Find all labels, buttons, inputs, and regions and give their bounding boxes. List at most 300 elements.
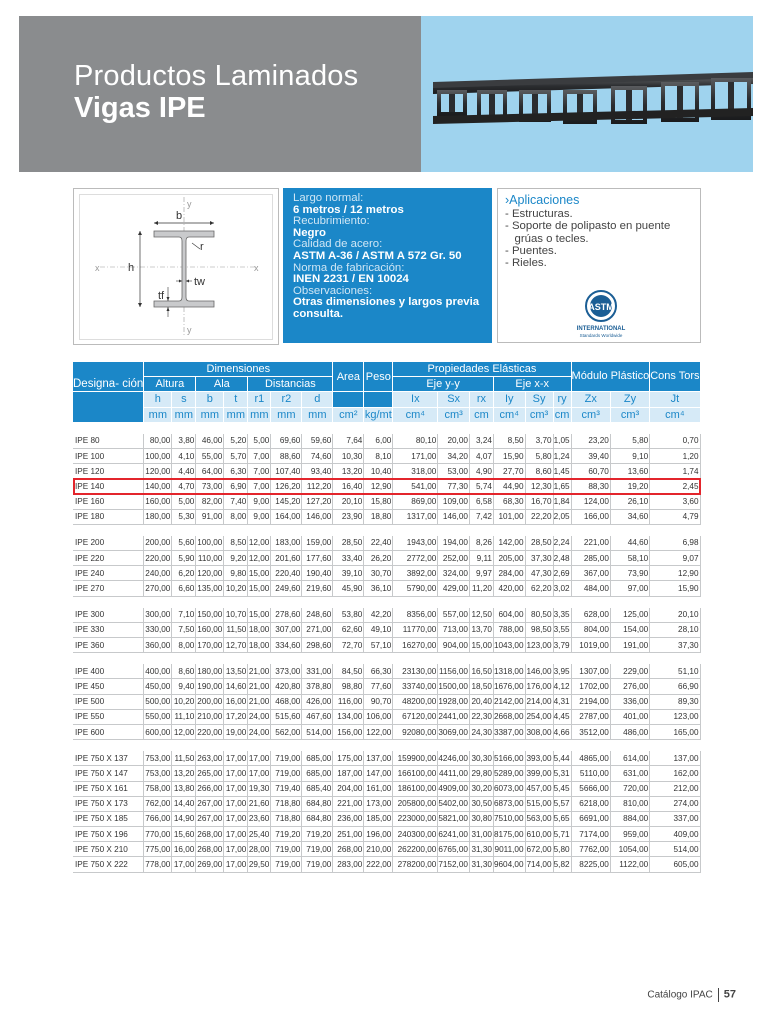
value-cell: 44,60 (610, 536, 649, 551)
value-cell: 1122,00 (610, 857, 649, 872)
value-cell: 4,90 (469, 464, 493, 479)
table-row (73, 796, 700, 811)
value-cell: 73,90 (610, 566, 649, 581)
value-cell: 183,00 (271, 536, 302, 551)
value-cell: 5,82 (553, 857, 571, 872)
value-cell: 753,00 (144, 751, 172, 766)
designation-cell: IPE 750 X 210 (73, 842, 144, 857)
table-row (73, 464, 700, 479)
value-cell: 191,00 (610, 638, 649, 653)
value-cell: 1676,00 (493, 679, 525, 694)
value-cell: 58,10 (610, 551, 649, 566)
value-cell: 1,84 (553, 494, 571, 509)
value-cell: 20,10 (333, 494, 364, 509)
value-cell: 336,00 (610, 694, 649, 709)
symbol-cell: ry (553, 392, 571, 407)
unit-cell: cm⁴ (493, 407, 525, 422)
unit-cell: mm (302, 407, 333, 422)
header-propiedades: Propiedades Elásticas (393, 362, 571, 377)
unit-cell: cm (554, 408, 570, 421)
value-cell: 91,00 (196, 509, 224, 524)
value-cell: 1,74 (650, 464, 700, 479)
value-cell: 3,60 (650, 494, 700, 509)
unit-cell: mm (144, 407, 172, 422)
value-cell: 7,64 (333, 434, 364, 449)
value-cell: 28,50 (525, 536, 553, 551)
value-cell: 8,10 (364, 448, 393, 463)
value-cell: 84,50 (333, 664, 364, 679)
value-cell: 6,20 (172, 566, 196, 581)
value-cell: 20,40 (469, 694, 493, 709)
label-r: r (200, 241, 204, 253)
value-cell: 778,00 (144, 857, 172, 872)
value-cell: 106,00 (364, 709, 393, 724)
value-cell: 10,30 (333, 448, 364, 463)
value-cell: 5,20 (224, 434, 248, 449)
value-cell: 557,00 (438, 608, 470, 623)
value-cell: 269,00 (196, 857, 224, 872)
value-cell: 88,60 (271, 448, 302, 463)
value-cell: 1054,00 (610, 842, 649, 857)
astm-logo-icon (571, 289, 631, 339)
value-cell: 147,00 (364, 766, 393, 781)
value-cell: 17,00 (224, 857, 248, 872)
designation-cell: IPE 330 (73, 622, 144, 637)
value-cell: 1500,00 (438, 679, 470, 694)
value-cell: 30,30 (469, 751, 493, 766)
table-row (73, 709, 700, 724)
value-cell: 89,30 (650, 694, 700, 709)
value-cell: 97,00 (610, 581, 649, 596)
symbol-row (73, 392, 700, 407)
value-cell: 685,00 (302, 751, 333, 766)
value-cell: 100,00 (144, 448, 172, 463)
table-body (73, 422, 700, 872)
value-cell: 429,00 (438, 581, 470, 596)
value-cell: 30,20 (469, 781, 493, 796)
designation-cell: IPE 750 X 185 (73, 811, 144, 826)
application-item: - Rieles. (505, 257, 547, 270)
value-cell: 869,00 (393, 494, 438, 509)
unit-cell: cm⁴ (393, 407, 438, 422)
value-cell: 210,00 (364, 842, 393, 857)
designation-cell: IPE 200 (73, 536, 144, 551)
value-cell: 180,00 (196, 664, 224, 679)
value-cell: 221,00 (333, 796, 364, 811)
value-cell: 194,00 (438, 536, 470, 551)
value-cell: 3,24 (469, 434, 493, 449)
value-cell: 4909,00 (438, 781, 470, 796)
header-ala: Ala (196, 377, 248, 392)
value-cell: 69,60 (271, 434, 302, 449)
value-cell: 254,00 (525, 709, 553, 724)
value-cell: 123,00 (525, 638, 553, 653)
value-cell: 0,70 (650, 434, 700, 449)
value-cell: 39,40 (571, 448, 610, 463)
table-row (73, 751, 700, 766)
value-cell: 515,60 (271, 709, 302, 724)
value-cell: 59,60 (302, 434, 333, 449)
value-cell: 177,60 (302, 551, 333, 566)
value-cell: 11,50 (172, 751, 196, 766)
symbol-cell: Zx (571, 392, 610, 407)
value-cell: 804,00 (571, 622, 610, 637)
value-cell: 17,00 (224, 827, 248, 842)
value-cell: 5,90 (172, 551, 196, 566)
value-cell: 170,00 (196, 638, 224, 653)
spec-label-coating: Recubrimiento: (293, 215, 370, 228)
value-cell: 123,00 (650, 709, 700, 724)
value-cell: 719,20 (302, 827, 333, 842)
value-cell: 249,60 (271, 581, 302, 596)
symbol-cell: t (224, 392, 248, 407)
value-cell: 563,00 (525, 811, 553, 826)
table-row (73, 842, 700, 857)
value-cell: 5,31 (553, 766, 571, 781)
value-cell: 180,00 (144, 509, 172, 524)
value-cell: 7,00 (248, 479, 271, 494)
value-cell: 5,44 (553, 751, 571, 766)
value-cell: 9,10 (610, 448, 649, 463)
value-cell: 550,00 (144, 709, 172, 724)
table-row (73, 581, 700, 596)
value-cell: 16,50 (469, 664, 493, 679)
value-cell: 18,50 (469, 679, 493, 694)
value-cell: 98,80 (333, 679, 364, 694)
value-cell: 171,00 (393, 448, 438, 463)
value-cell: 77,30 (438, 479, 470, 494)
designation-cell: IPE 500 (73, 694, 144, 709)
value-cell: 5,30 (172, 509, 196, 524)
value-cell: 47,30 (525, 566, 553, 581)
value-cell: 2668,00 (493, 709, 525, 724)
value-cell: 5,80 (553, 842, 571, 857)
table-row (73, 551, 700, 566)
unit-cell: mm (248, 407, 271, 422)
value-cell: 515,00 (525, 796, 553, 811)
value-cell: 719,00 (271, 842, 302, 857)
value-cell: 5,70 (224, 448, 248, 463)
value-cell: 17,00 (224, 796, 248, 811)
value-cell: 17,00 (224, 811, 248, 826)
value-cell: 713,00 (438, 622, 470, 637)
value-cell: 80,00 (144, 434, 172, 449)
label-b: b (176, 210, 183, 222)
value-cell: 100,00 (196, 536, 224, 551)
value-cell: 450,00 (144, 679, 172, 694)
value-cell: 62,60 (333, 622, 364, 637)
value-cell: 64,00 (196, 464, 224, 479)
value-cell: 719,00 (271, 766, 302, 781)
table-row (73, 638, 700, 653)
value-cell: 92080,00 (393, 724, 438, 739)
application-item: - Estructuras. (505, 208, 573, 221)
value-cell: 685,00 (302, 766, 333, 781)
value-cell: 3,35 (553, 608, 571, 623)
value-cell: 2,24 (553, 536, 571, 551)
value-cell: 14,60 (224, 679, 248, 694)
header-eje-x: Eje x-x (493, 377, 571, 392)
value-cell: 6241,00 (438, 827, 470, 842)
symbol-cell: r2 (271, 392, 302, 407)
value-cell: 7,42 (469, 509, 493, 524)
value-cell: 19,30 (248, 781, 271, 796)
value-cell: 1019,00 (571, 638, 610, 653)
symbol-cell: Zy (610, 392, 649, 407)
value-cell: 3512,00 (571, 724, 610, 739)
value-cell: 19,00 (224, 724, 248, 739)
value-cell: 48200,00 (393, 694, 438, 709)
value-cell: 67120,00 (393, 709, 438, 724)
value-cell: 26,20 (364, 551, 393, 566)
application-item: grúas o tecles. (505, 232, 589, 245)
value-cell: 185,00 (364, 811, 393, 826)
value-cell: 20,10 (650, 608, 700, 623)
header-altura: Altura (144, 377, 196, 392)
value-cell: 500,00 (144, 694, 172, 709)
value-cell: 28,10 (650, 622, 700, 637)
value-cell: 13,20 (172, 766, 196, 781)
unit-cell: cm³ (610, 407, 649, 422)
value-cell: 788,00 (493, 622, 525, 637)
value-cell: 762,00 (144, 796, 172, 811)
value-cell: 190,00 (196, 679, 224, 694)
table-row (73, 664, 700, 679)
value-cell: 125,00 (610, 608, 649, 623)
value-cell: 72,70 (333, 638, 364, 653)
value-cell: 190,40 (302, 566, 333, 581)
value-cell: 770,00 (144, 827, 172, 842)
group-gap (73, 740, 700, 752)
value-cell: 467,60 (302, 709, 333, 724)
value-cell: 165,00 (650, 724, 700, 739)
value-cell: 12,30 (525, 479, 553, 494)
designation-cell: IPE 180 (73, 509, 144, 524)
unit-cell: mm (172, 407, 196, 422)
value-cell: 160,00 (144, 494, 172, 509)
header-peso: Peso (364, 362, 393, 392)
designation-cell: IPE 80 (73, 434, 144, 449)
value-cell: 426,00 (302, 694, 333, 709)
value-cell: 82,00 (196, 494, 224, 509)
value-cell: 5289,00 (493, 766, 525, 781)
value-cell: 23,20 (571, 434, 610, 449)
value-cell: 278200,00 (393, 857, 438, 872)
value-cell: 146,00 (302, 509, 333, 524)
value-cell: 5402,00 (438, 796, 470, 811)
value-cell: 5,45 (553, 781, 571, 796)
value-cell: 360,00 (144, 638, 172, 653)
value-cell: 30,50 (469, 796, 493, 811)
value-cell: 60,70 (571, 464, 610, 479)
value-cell: 719,20 (271, 827, 302, 842)
value-cell: 8,00 (224, 509, 248, 524)
svg-text:ASTM: ASTM (588, 302, 614, 312)
value-cell: 28,50 (333, 536, 364, 551)
page-subtitle: Vigas IPE (74, 92, 206, 124)
value-cell: 27,70 (493, 464, 525, 479)
value-cell: 116,00 (333, 694, 364, 709)
value-cell: 541,00 (393, 479, 438, 494)
value-cell: 5,74 (469, 479, 493, 494)
value-cell: 614,00 (610, 751, 649, 766)
value-cell: 12,00 (248, 551, 271, 566)
value-cell: 959,00 (610, 827, 649, 842)
value-cell: 610,00 (525, 827, 553, 842)
value-cell: 2,69 (553, 566, 571, 581)
value-cell: 166100,00 (393, 766, 438, 781)
value-cell: 5790,00 (393, 581, 438, 596)
value-cell: 77,60 (364, 679, 393, 694)
symbol-cell: s (172, 392, 196, 407)
designation-cell: IPE 140 (73, 479, 144, 494)
table-row (73, 448, 700, 463)
value-cell: 5,80 (610, 434, 649, 449)
header-dimensiones: Dimensiones (144, 362, 333, 377)
value-cell: 15,90 (650, 581, 700, 596)
designation-cell: IPE 750 X 137 (73, 751, 144, 766)
value-cell: 220,00 (196, 724, 224, 739)
value-cell: 7510,00 (493, 811, 525, 826)
value-cell: 15,90 (493, 448, 525, 463)
value-cell: 904,00 (438, 638, 470, 653)
value-cell: 17,00 (224, 781, 248, 796)
value-cell: 714,00 (525, 857, 553, 872)
page-header (19, 16, 753, 172)
value-cell: 187,00 (333, 766, 364, 781)
value-cell: 166,00 (571, 509, 610, 524)
designation-cell: IPE 600 (73, 724, 144, 739)
value-cell: 420,00 (493, 581, 525, 596)
value-cell: 5,00 (172, 494, 196, 509)
value-cell: 1043,00 (493, 638, 525, 653)
value-cell: 265,00 (196, 766, 224, 781)
value-cell: 1,45 (553, 464, 571, 479)
value-cell: 17,20 (224, 709, 248, 724)
table-row (73, 566, 700, 581)
label-tf: tf (158, 290, 165, 302)
value-cell: 134,00 (333, 709, 364, 724)
symbol-cell (333, 392, 364, 407)
spec-label-notes: Observaciones: (293, 284, 373, 297)
value-cell: 4865,00 (571, 751, 610, 766)
table-row (73, 622, 700, 637)
header-cons-tors: Cons Tors (650, 362, 700, 392)
value-cell: 4,31 (553, 694, 571, 709)
value-cell: 5,57 (553, 796, 571, 811)
value-cell: 88,30 (571, 479, 610, 494)
value-cell: 1,05 (553, 434, 571, 449)
value-cell: 146,00 (525, 664, 553, 679)
value-cell: 57,10 (364, 638, 393, 653)
value-cell: 212,00 (650, 781, 700, 796)
value-cell: 604,00 (493, 608, 525, 623)
value-cell: 17,00 (248, 766, 271, 781)
value-cell: 298,60 (302, 638, 333, 653)
value-cell: 252,00 (438, 551, 470, 566)
symbol-cell: d (302, 392, 333, 407)
value-cell: 401,00 (610, 709, 649, 724)
value-cell: 15,00 (248, 581, 271, 596)
value-cell: 672,00 (525, 842, 553, 857)
value-cell: 68,30 (493, 494, 525, 509)
value-cell: 28,00 (248, 842, 271, 857)
catalog-name: Catálogo IPAC (647, 989, 713, 1001)
value-cell: 120,00 (196, 566, 224, 581)
label-y-top: y (187, 199, 192, 209)
value-cell: 248,60 (302, 608, 333, 623)
value-cell: 240300,00 (393, 827, 438, 842)
unit-cell: cm³ (571, 407, 610, 422)
value-cell: 262200,00 (393, 842, 438, 857)
value-cell: 17,00 (172, 857, 196, 872)
value-cell: 9011,00 (493, 842, 525, 857)
value-cell: 196,00 (364, 827, 393, 842)
value-cell: 175,00 (333, 751, 364, 766)
value-cell: 718,80 (271, 811, 302, 826)
value-cell: 7,00 (248, 448, 271, 463)
value-cell: 6218,00 (571, 796, 610, 811)
value-cell: 267,00 (196, 811, 224, 826)
value-cell: 13,80 (172, 781, 196, 796)
value-cell: 4411,00 (438, 766, 470, 781)
value-cell: 16,00 (224, 694, 248, 709)
value-cell: 34,20 (438, 448, 470, 463)
value-cell: 10,40 (364, 464, 393, 479)
value-cell: 29,80 (469, 766, 493, 781)
footer-divider (718, 988, 719, 1002)
value-cell: 127,20 (302, 494, 333, 509)
table-row (73, 766, 700, 781)
value-cell: 6873,00 (493, 796, 525, 811)
table-row (73, 679, 700, 694)
value-cell: 17,00 (224, 766, 248, 781)
value-cell: 8,60 (172, 664, 196, 679)
value-cell: 5,00 (248, 434, 271, 449)
value-cell: 7,40 (224, 494, 248, 509)
designation-cell: IPE 360 (73, 638, 144, 653)
symbol-cell: Ix (393, 392, 438, 407)
value-cell: 98,50 (525, 622, 553, 637)
value-cell: 4,40 (172, 464, 196, 479)
value-cell: 393,00 (525, 751, 553, 766)
value-cell: 4,79 (650, 509, 700, 524)
value-cell: 45,90 (333, 581, 364, 596)
value-cell: 24,30 (469, 724, 493, 739)
value-cell: 39,10 (333, 566, 364, 581)
value-cell: 13,60 (610, 464, 649, 479)
unit-cell: cm² (333, 407, 364, 422)
value-cell: 409,00 (650, 827, 700, 842)
value-cell: 31,00 (469, 827, 493, 842)
value-cell: 16,70 (525, 494, 553, 509)
unit-cell: cm³ (525, 407, 553, 422)
table-row (73, 479, 700, 494)
value-cell: 7762,00 (571, 842, 610, 857)
value-cell: 18,00 (248, 622, 271, 637)
value-cell: 19,20 (610, 479, 649, 494)
value-cell: 631,00 (610, 766, 649, 781)
value-cell: 9,80 (224, 566, 248, 581)
value-cell: 270,00 (144, 581, 172, 596)
value-cell: 201,60 (271, 551, 302, 566)
header-designation-spacer (73, 392, 144, 422)
applications-title: ›Aplicaciones (505, 193, 580, 207)
value-cell: 49,10 (364, 622, 393, 637)
header-distancias: Distancias (248, 377, 333, 392)
value-cell: 220,00 (144, 551, 172, 566)
specifications-box (283, 188, 492, 343)
